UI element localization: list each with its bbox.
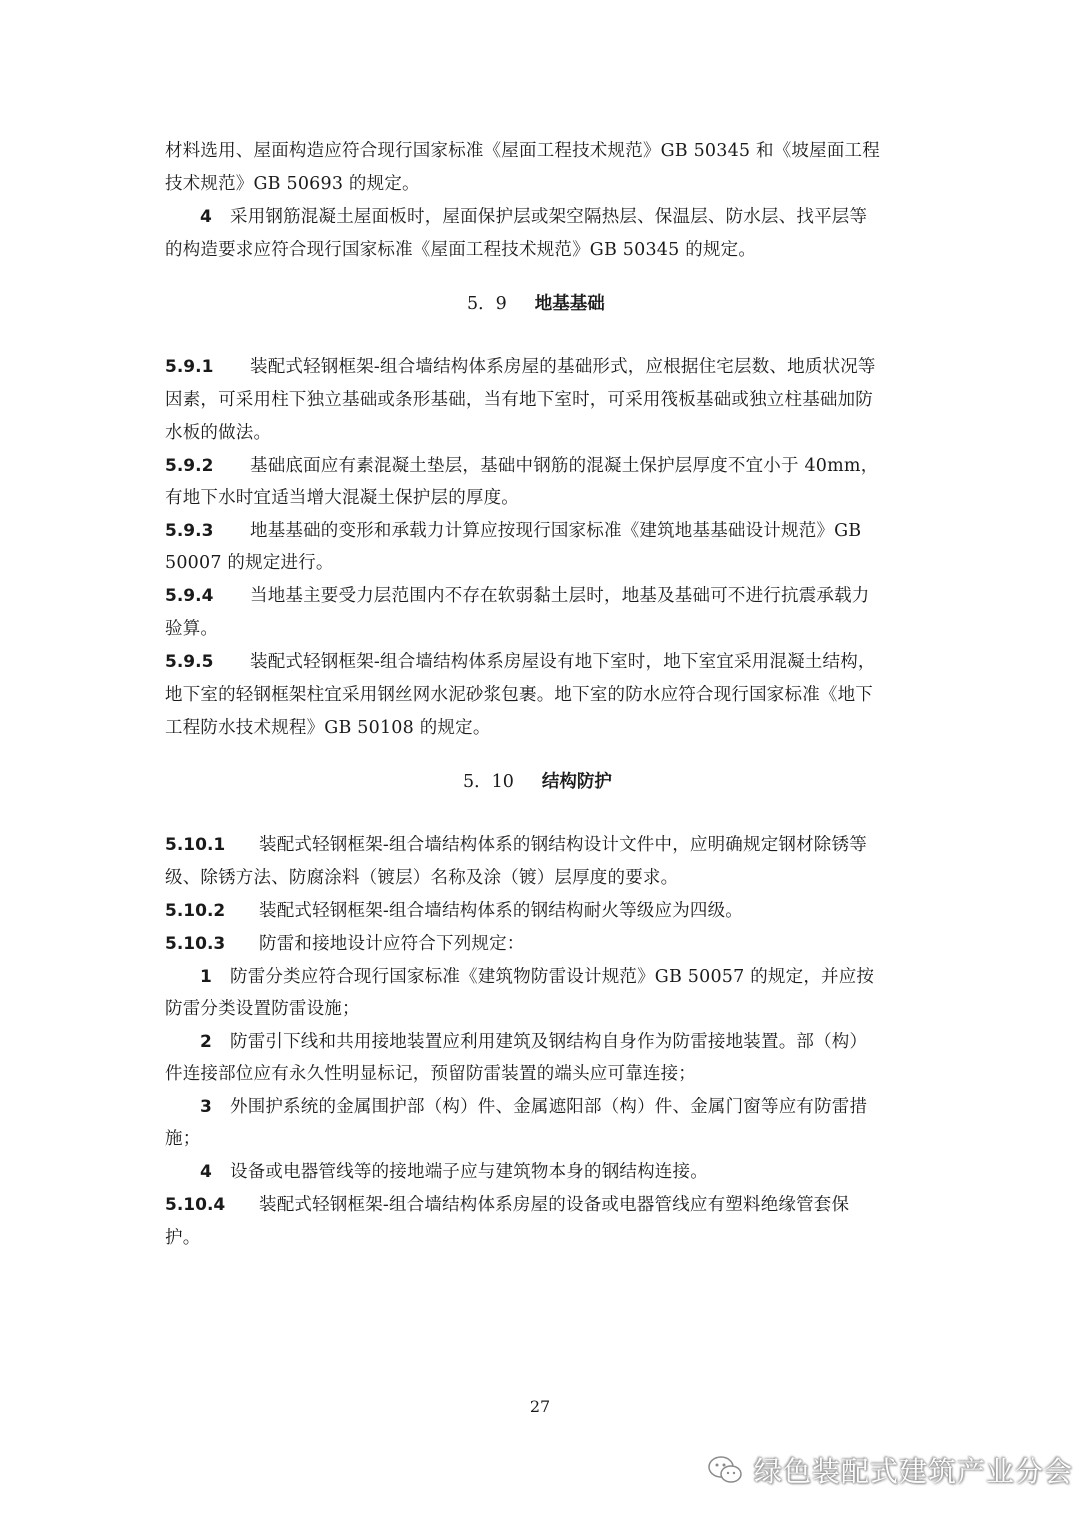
item-3-line-1: 外围护系统的金属围护部（构）件、金属遮阳部（构）件、金属门窗等应有防雷措: [230, 1097, 868, 1117]
clause-5-9-4-number: 5.9.4: [165, 586, 214, 606]
item-2-line-2: 件连接部位应有永久性明显标记，预留防雷装置的端头应可靠连接；: [165, 1064, 696, 1084]
item-1-line-1: 防雷分类应符合现行国家标准《建筑物防雷设计规范》GB 50057 的规定，并应按: [230, 967, 875, 987]
clause-5-9-3-number: 5.9.3: [165, 521, 214, 541]
clause-5-10-3-number: 5.10.3: [165, 934, 226, 954]
watermark-text: 绿色装配式建筑产业分会: [754, 1455, 1074, 1488]
clause-5-10-1-line-2: 级、除锈方法、防腐涂料（镀层）名称及涂（镀）层厚度的要求。: [165, 868, 679, 888]
item-2-number: 2: [200, 1032, 212, 1052]
clause-5-9-3-line-2: 50007 的规定进行。: [165, 553, 334, 573]
section-5-9-number: 5．9: [467, 294, 507, 314]
clause-5-9-4-line-2: 验算。: [165, 619, 219, 639]
clause-5-10-4-line-2: 护。: [165, 1228, 201, 1248]
intro-item-4-line-2: 的构造要求应符合现行国家标准《屋面工程技术规范》GB 50345 的规定。: [165, 240, 757, 260]
section-5-10-title: 结构防护: [541, 772, 612, 792]
clause-5-9-5-line-2: 地下室的轻钢框架柱宜采用钢丝网水泥砂浆包裹。地下室的防水应符合现行国家标准《地下: [165, 685, 873, 705]
item-4-number: 4: [200, 1162, 212, 1182]
section-5-10-heading: [463, 770, 612, 794]
clause-5-9-2-number: 5.9.2: [165, 456, 214, 476]
page-number: 27: [529, 1397, 551, 1416]
clause-5-10-2-number: 5.10.2: [165, 901, 226, 921]
intro-line-2: 技术规范》GB 50693 的规定。: [165, 174, 420, 194]
clause-5-9-1-line-3: 水板的做法。: [165, 423, 272, 443]
clause-5-10-4-number: 5.10.4: [165, 1195, 226, 1215]
clause-5-9-5-number: 5.9.5: [165, 652, 214, 672]
section-5-10-number: 5．10: [463, 772, 514, 792]
clause-5-10-4-line-1: 装配式轻钢框架-组合墙结构体系房屋的设备或电器管线应有塑料绝缘管套保: [259, 1195, 850, 1215]
clause-5-9-2-line-1: 基础底面应有素混凝土垫层，基础中钢筋的混凝土保护层厚度不宜小于 40mm，: [250, 456, 879, 476]
item-1-number: 1: [200, 967, 212, 987]
clause-5-10-1-line-1: 装配式轻钢框架-组合墙结构体系的钢结构设计文件中，应明确规定钢材除锈等: [259, 835, 867, 855]
intro-line-1: 材料选用、屋面构造应符合现行国家标准《屋面工程技术规范》GB 50345 和《坡屋面工程: [165, 141, 880, 161]
item-4-line-1: 设备或电器管线等的接地端子应与建筑物本身的钢结构连接。: [230, 1162, 708, 1182]
watermark: [706, 1448, 1073, 1492]
clause-5-9-2-line-2: 有地下水时宜适当增大混凝土保护层的厚度。: [165, 488, 519, 508]
clause-5-9-3-line-1: 地基基础的变形和承载力计算应按现行国家标准《建筑地基基础设计规范》GB: [250, 521, 862, 541]
clause-5-10-3-line-1: 防雷和接地设计应符合下列规定：: [259, 934, 525, 954]
clause-5-9-5-line-1: 装配式轻钢框架-组合墙结构体系房屋设有地下室时，地下室宜采用混凝土结构，: [250, 652, 876, 672]
clause-5-9-5-line-3: 工程防水技术规程》GB 50108 的规定。: [165, 718, 491, 738]
clause-5-10-1-number: 5.10.1: [165, 835, 226, 855]
clause-5-9-1-number: 5.9.1: [165, 357, 214, 377]
item-1-line-2: 防雷分类设置防雷设施；: [165, 999, 360, 1019]
item-2-line-1: 防雷引下线和共用接地装置应利用建筑及钢结构自身作为防雷接地装置。部（构）: [230, 1032, 868, 1052]
clause-5-10-2-line-1: 装配式轻钢框架-组合墙结构体系的钢结构耐火等级应为四级。: [259, 901, 744, 921]
wechat-icon: [706, 1453, 744, 1487]
clause-5-9-1-line-2: 因素，可采用柱下独立基础或条形基础，当有地下室时，可采用筏板基础或独立柱基础加防: [165, 390, 873, 410]
clause-5-9-1-line-1: 装配式轻钢框架-组合墙结构体系房屋的基础形式，应根据住宅层数、地质状况等: [250, 357, 876, 377]
intro-item-4-line-1: 采用钢筋混凝土屋面板时，屋面保护层或架空隔热层、保温层、防水层、找平层等: [230, 207, 868, 227]
clause-5-9-4-line-1: 当地基主要受力层范围内不存在软弱黏土层时，地基及基础可不进行抗震承载力: [250, 586, 870, 606]
item-3-line-2: 施；: [165, 1129, 201, 1149]
section-5-9-title: 地基基础: [534, 294, 605, 314]
intro-item-4-number: 4: [200, 207, 212, 227]
item-3-number: 3: [200, 1097, 212, 1117]
section-5-9-heading: [467, 292, 605, 316]
